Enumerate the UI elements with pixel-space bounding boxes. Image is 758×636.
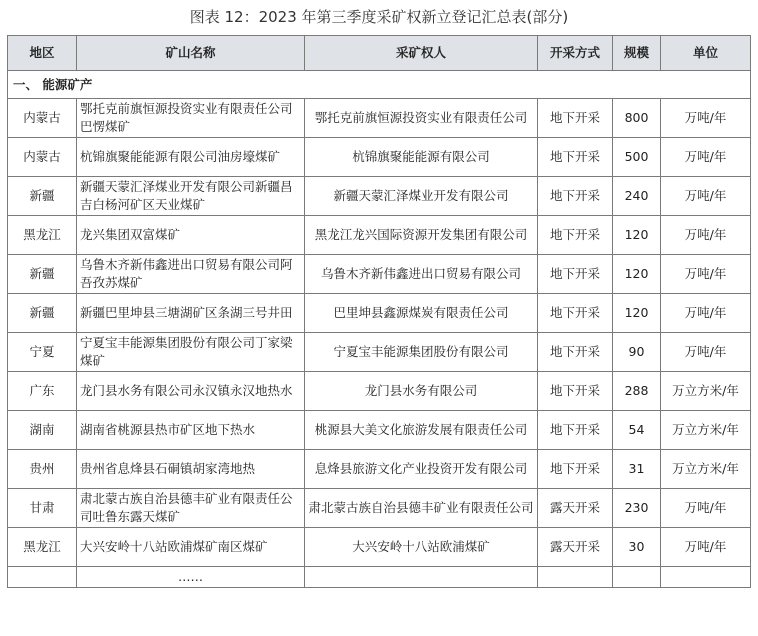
cell-method: 地下开采 (538, 333, 613, 372)
ellipsis-empty-cell (8, 567, 77, 588)
header-scale: 规模 (613, 36, 661, 71)
table-row (8, 138, 751, 177)
table-row (8, 294, 751, 333)
cell-holder: 大兴安岭十八站欧浦煤矿 (305, 528, 538, 567)
ellipsis-text: …… (77, 567, 305, 588)
cell-holder: 杭锦旗聚能能源有限公司 (305, 138, 538, 177)
table-row (8, 255, 751, 294)
cell-holder: 息烽县旅游文化产业投资开发有限公司 (305, 450, 538, 489)
cell-mine-name: 大兴安岭十八站欧浦煤矿南区煤矿 (77, 528, 305, 567)
header-method: 开采方式 (538, 36, 613, 71)
cell-region: 新疆 (8, 177, 77, 216)
cell-holder: 宁夏宝丰能源集团股份有限公司 (305, 333, 538, 372)
cell-scale: 800 (613, 99, 661, 138)
ellipsis-empty-cell (613, 567, 661, 588)
table-row (8, 333, 751, 372)
cell-mine-name: 乌鲁木齐新伟鑫进出口贸易有限公司阿吾孜苏煤矿 (77, 255, 305, 294)
cell-region: 贵州 (8, 450, 77, 489)
cell-unit: 万吨/年 (661, 216, 751, 255)
cell-mine-name: 宁夏宝丰能源集团股份有限公司丁家梁煤矿 (77, 333, 305, 372)
cell-mine-name: 新疆巴里坤县三塘湖矿区条湖三号井田 (77, 294, 305, 333)
table-row (8, 372, 751, 411)
header-row (8, 36, 751, 71)
cell-method: 地下开采 (538, 411, 613, 450)
header-holder: 采矿权人 (305, 36, 538, 71)
section-row (8, 71, 751, 99)
cell-scale: 120 (613, 255, 661, 294)
mining-rights-table (7, 35, 751, 588)
cell-scale: 90 (613, 333, 661, 372)
ellipsis-empty-cell (305, 567, 538, 588)
cell-method: 地下开采 (538, 138, 613, 177)
table-row (8, 450, 751, 489)
ellipsis-empty-cell (661, 567, 751, 588)
cell-unit: 万立方米/年 (661, 411, 751, 450)
cell-scale: 230 (613, 489, 661, 528)
cell-unit: 万吨/年 (661, 177, 751, 216)
cell-scale: 30 (613, 528, 661, 567)
cell-region: 黑龙江 (8, 216, 77, 255)
cell-region: 甘肃 (8, 489, 77, 528)
header-mine-name: 矿山名称 (77, 36, 305, 71)
cell-scale: 120 (613, 216, 661, 255)
cell-method: 地下开采 (538, 372, 613, 411)
section-label: 一、 能源矿产 (8, 71, 751, 99)
cell-mine-name: 贵州省息烽县石硐镇胡家湾地热 (77, 450, 305, 489)
cell-holder: 肃北蒙古族自治县德丰矿业有限责任公司 (305, 489, 538, 528)
cell-scale: 120 (613, 294, 661, 333)
cell-scale: 54 (613, 411, 661, 450)
cell-holder: 新疆天蒙汇泽煤业开发有限公司 (305, 177, 538, 216)
cell-method: 地下开采 (538, 450, 613, 489)
cell-region: 黑龙江 (8, 528, 77, 567)
table-row (8, 216, 751, 255)
cell-holder: 巴里坤县鑫源煤炭有限责任公司 (305, 294, 538, 333)
cell-method: 地下开采 (538, 255, 613, 294)
cell-method: 露天开采 (538, 489, 613, 528)
cell-mine-name: 新疆天蒙汇泽煤业开发有限公司新疆昌吉白杨河矿区天业煤矿 (77, 177, 305, 216)
table-row (8, 411, 751, 450)
cell-scale: 288 (613, 372, 661, 411)
table-row (8, 99, 751, 138)
cell-mine-name: 肃北蒙古族自治县德丰矿业有限责任公司吐鲁东露天煤矿 (77, 489, 305, 528)
ellipsis-empty-cell (538, 567, 613, 588)
cell-scale: 31 (613, 450, 661, 489)
cell-holder: 桃源县大美文化旅游发展有限责任公司 (305, 411, 538, 450)
cell-method: 露天开采 (538, 528, 613, 567)
cell-region: 宁夏 (8, 333, 77, 372)
cell-holder: 乌鲁木齐新伟鑫进出口贸易有限公司 (305, 255, 538, 294)
header-region: 地区 (8, 36, 77, 71)
cell-mine-name: 龙兴集团双富煤矿 (77, 216, 305, 255)
cell-method: 地下开采 (538, 177, 613, 216)
cell-unit: 万吨/年 (661, 294, 751, 333)
cell-region: 湖南 (8, 411, 77, 450)
cell-holder: 鄂托克前旗恒源投资实业有限责任公司 (305, 99, 538, 138)
cell-holder: 黑龙江龙兴国际资源开发集团有限公司 (305, 216, 538, 255)
cell-method: 地下开采 (538, 216, 613, 255)
cell-region: 新疆 (8, 255, 77, 294)
header-unit: 单位 (661, 36, 751, 71)
cell-unit: 万吨/年 (661, 489, 751, 528)
cell-region: 内蒙古 (8, 138, 77, 177)
table-row (8, 489, 751, 528)
cell-holder: 龙门县水务有限公司 (305, 372, 538, 411)
cell-unit: 万立方米/年 (661, 450, 751, 489)
cell-mine-name: 龙门县水务有限公司永汉镇永汉地热水 (77, 372, 305, 411)
cell-method: 地下开采 (538, 294, 613, 333)
cell-unit: 万吨/年 (661, 528, 751, 567)
cell-unit: 万吨/年 (661, 138, 751, 177)
cell-mine-name: 湖南省桃源县热市矿区地下热水 (77, 411, 305, 450)
cell-mine-name: 鄂托克前旗恒源投资实业有限责任公司巴愣煤矿 (77, 99, 305, 138)
cell-mine-name: 杭锦旗聚能能源有限公司油房壕煤矿 (77, 138, 305, 177)
cell-unit: 万立方米/年 (661, 372, 751, 411)
cell-region: 广东 (8, 372, 77, 411)
cell-scale: 240 (613, 177, 661, 216)
cell-unit: 万吨/年 (661, 255, 751, 294)
cell-region: 内蒙古 (8, 99, 77, 138)
cell-unit: 万吨/年 (661, 333, 751, 372)
table-row (8, 528, 751, 567)
cell-region: 新疆 (8, 294, 77, 333)
cell-method: 地下开采 (538, 99, 613, 138)
ellipsis-row (8, 567, 751, 588)
table-title: 图表 12：2023 年第三季度采矿权新立登记汇总表(部分) (189, 8, 569, 26)
table-row (8, 177, 751, 216)
cell-unit: 万吨/年 (661, 99, 751, 138)
cell-scale: 500 (613, 138, 661, 177)
